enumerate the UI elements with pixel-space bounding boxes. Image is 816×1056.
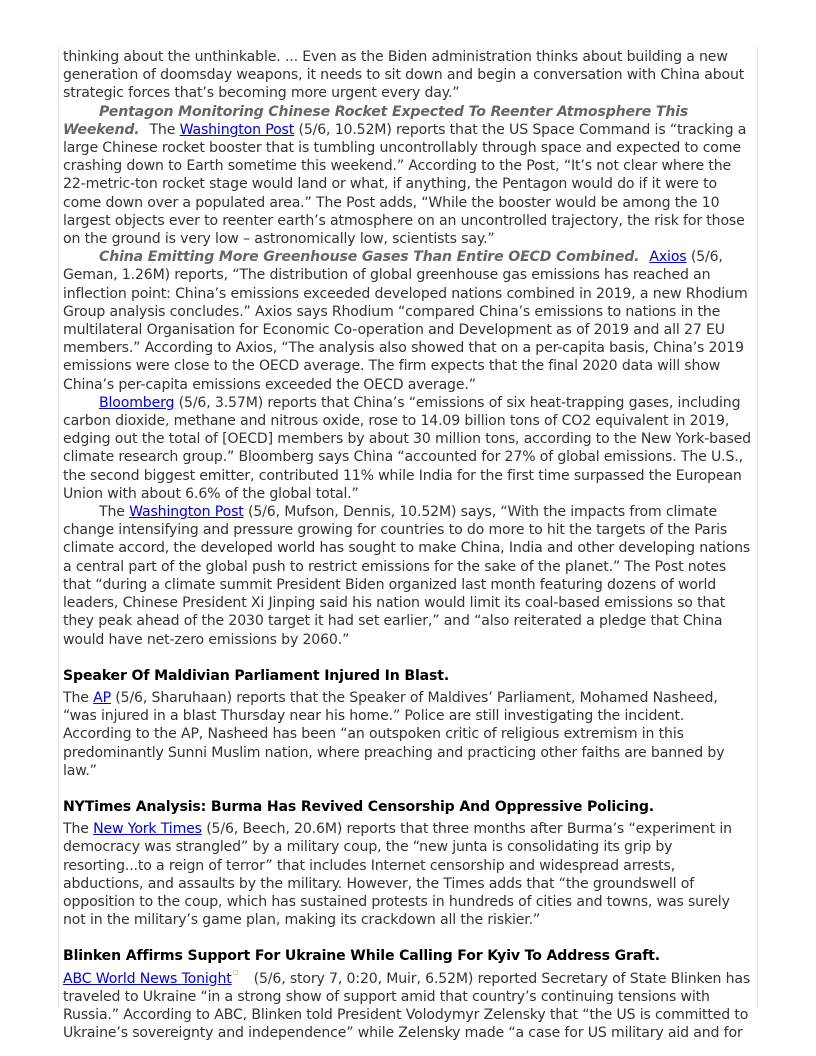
source-link-washington-post[interactable]: Washington Post (179, 121, 295, 138)
source-link-new-york-times[interactable]: New York Times (93, 821, 202, 838)
story-lead: The (63, 689, 89, 706)
story-subhead: China Emitting More Greenhouse Gases Than Entire OECD Combined. (99, 249, 640, 266)
story-bloomberg (63, 394, 755, 503)
section-headline-ukraine: Blinken Affirms Support For Ukraine While Calling For Kyiv To Address Graft. (63, 948, 660, 965)
section-headline-maldives: Speaker Of Maldivian Parliament Injured In Blast. (63, 667, 450, 684)
section-headline-burma: NYTimes Analysis: Burma Has Revived Censorship And Oppressive Policing. (63, 798, 654, 815)
section-body-ukraine (63, 970, 755, 1043)
source-link-abc-world-news-tonight[interactable]: ABC World News Tonight (63, 970, 232, 987)
story-text: (5/6, story 7, 0:20, Muir, 6.52M) reported Secretary of State Blinken has traveled to Ukraine “in a strong show of support amid that country’s continuing tensions with Russia.” According to ABC, Blinken told President Volodymyr Zelensky that “the US is committed to Ukraine’s sovereignty and independence” while Zelensky made “a case for US military aid and for (63, 970, 751, 1042)
document-body (63, 48, 755, 1042)
source-link-bloomberg[interactable]: Bloomberg (99, 394, 175, 411)
story-lead: The (149, 121, 176, 138)
source-link-ap[interactable]: AP (93, 689, 111, 706)
story-text: (5/6, Beech, 20.6M) reports that three months after Burma’s “experiment in democracy was strangled” by a military coup, the “new junta is consolidating its grip by resorting...to a reign of terror” that includes Internet censorship and widespread arrests, abductions, and assaults by the military. However, the Times adds that “the groundswell of opposition to the coup, which has sustained protests in hundreds of cities and towns, was surely not in the military’s game plan, making its crackdown all the riskier.” (63, 821, 732, 929)
story-text: (5/6, Sharuhaan) reports that the Speaker of Maldives’ Parliament, Mohamed Nasheed, “was injured in a blast Thursday near his home.” Police are still investigating the incident. According to the AP, Nasheed has been “an outspoken critic of religious extremism in this predominantly Sunni Muslim nation, where preaching and practicing other faiths are banned by law.” (63, 689, 725, 779)
story-washington-post-climate (63, 503, 755, 649)
source-link-washington-post[interactable]: Washington Post (129, 504, 244, 521)
section-body-burma (63, 820, 755, 929)
story-text: (5/6, 10.52M) reports that the US Space Command is “tracking a large Chinese rocket booster that is tumbling uncontrollably through space and expected to come crashing down to Earth sometime this weekend.” According to the Post, “It’s not clear where the 22-metric-ton rocket stage would land or what, if anything, the Pentagon would do if it were to come down over a populated area.” The Post adds, “While the booster would be among the 10 largest objects ever to reenter earth’s atmosphere on an uncontrolled trajectory, the risk for those on the ground is very low – astronomically low, scientists say.” (63, 121, 747, 248)
story-emissions (63, 248, 755, 394)
section-body-maldives (63, 689, 755, 780)
story-rocket (63, 103, 755, 249)
story-text: (5/6, 3.57M) reports that China’s “emissions of six heat-trapping gases, including carbon dioxide, methane and nitrous oxide, rose to 14.09 billion tons of CO2 equivalent in 2019, edging out the total of [OECD] members by about 30 million tons, according to the New York-based climate research group.” Bloomberg says China “accounted for 27% of global emissions. The U.S., the second biggest emitter, contributed 11% while India for the first time surpassed the European Union with about 6.6% of the global total.” (63, 394, 751, 502)
source-link-axios[interactable]: Axios (649, 249, 687, 266)
story-text: (5/6, Mufson, Dennis, 10.52M) says, “With the impacts from climate change intensifying and pressure growing for countries to do more to hit the targets of the Paris climate accord, the developed world has sought to make China, India and other developing nations a central part of the global push to restrict emissions for the sake of the planet.” The Post notes that “during a climate summit President Biden organized last month featuring dozens of world leaders, Chinese President Xi Jinping said his nation would limit its coal-based emissions so that they peak ahead of the 2030 target it had set earlier,” and “also reiterated a pledge that China would have net-zero emissions by 2060.” (63, 504, 751, 648)
story-text: (5/6, Geman, 1.26M) reports, “The distribution of global greenhouse gas emissions has reached an inflection point: China’s emissions exceeded developed nations combined in 2019, a new Rhodium Group analysis concludes.” Axios says Rhodium “compared China’s emissions to nations in the multilateral Organisation for Economic Co-operation and Development as of 2019 and all 27 EU members.” According to Axios, “The analysis also showed that on a per-capita basis, China’s 2019 emissions were close to the OECD average. The firm expects that the final 2020 data will show China’s per-capita emissions exceeded the OECD average.” (63, 249, 748, 393)
story-lead: The (99, 504, 125, 521)
story-subhead: Pentagon Monitoring Chinese Rocket Expected To Reenter Atmosphere This Weekend. (63, 103, 689, 138)
video-marker-icon (233, 970, 238, 975)
continued-paragraph: thinking about the unthinkable. ... Even as the Biden administration thinks about building a new generation of doomsday weapons, it needs to sit down and begin a conversation with China about strategic forces that’s becoming more urgent every day.” (63, 49, 745, 102)
story-lead: The (63, 821, 89, 838)
